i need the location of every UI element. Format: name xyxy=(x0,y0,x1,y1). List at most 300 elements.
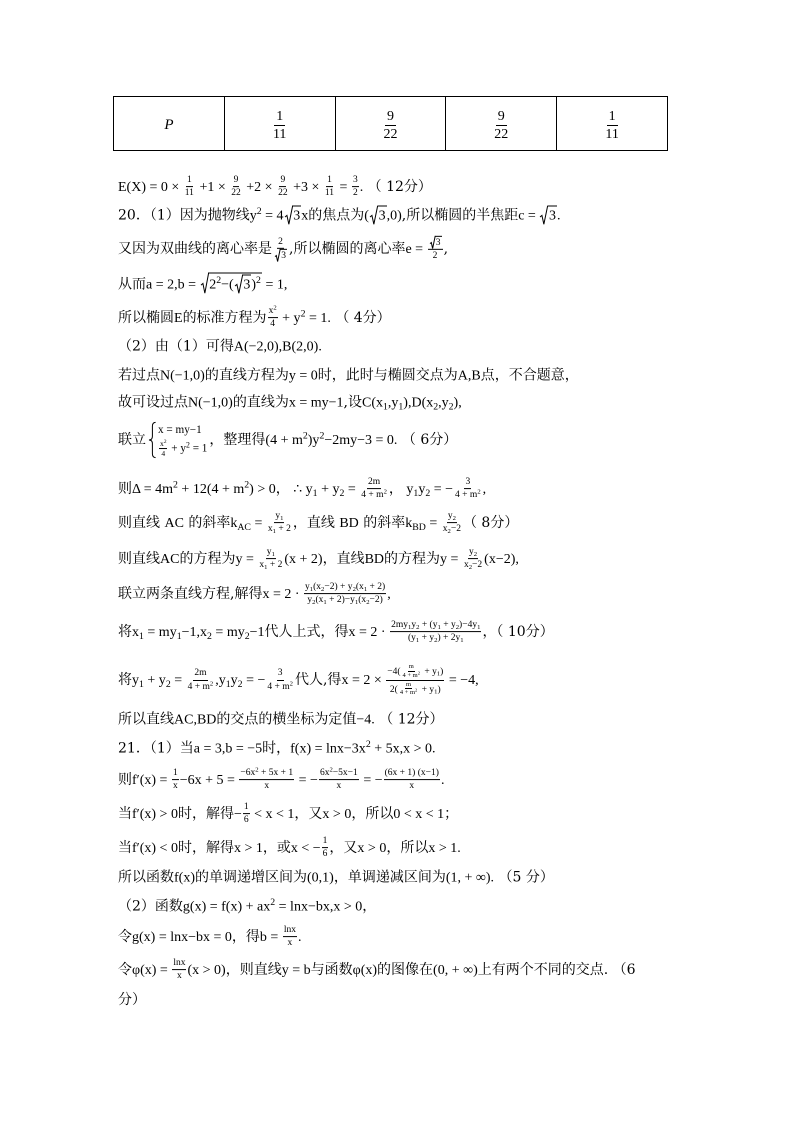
math-text: a = 3,b = −5 xyxy=(193,741,263,757)
subscript: 2 xyxy=(237,678,243,690)
superscript: 2 xyxy=(209,679,214,687)
text-run: 代人,得 xyxy=(294,672,342,688)
math-text: 4 + m xyxy=(399,689,415,697)
subscript: 2 xyxy=(321,586,325,594)
math-text: x > 0 xyxy=(357,841,387,856)
math-text: x > 0 xyxy=(322,807,352,822)
text-run: ， xyxy=(388,481,403,497)
numerator xyxy=(243,801,250,814)
math-text: x xyxy=(132,625,139,640)
math-text: y xyxy=(249,208,257,224)
math-text: + y xyxy=(419,633,435,644)
math-text: y = xyxy=(440,552,462,567)
math-text: lnx xyxy=(173,958,186,969)
subscript: 2 xyxy=(468,564,473,572)
solution-line xyxy=(118,546,519,572)
text-run: ，则直线 xyxy=(225,962,282,978)
subscript: 1 xyxy=(434,688,438,696)
numerator xyxy=(352,174,359,187)
fraction xyxy=(277,174,289,200)
fraction xyxy=(322,835,329,861)
solution-line xyxy=(118,801,458,827)
numerator: 1 xyxy=(276,108,284,124)
math-text: + y xyxy=(278,311,301,326)
superscript: 2 xyxy=(383,488,387,496)
text-run: 的单调递增区间为 xyxy=(195,869,307,886)
fraction xyxy=(360,476,388,502)
subscript: 1 xyxy=(323,599,327,607)
math-text: ), xyxy=(453,395,462,411)
text-run: 的斜率 xyxy=(358,515,406,531)
numerator xyxy=(304,581,386,594)
math-text: x xyxy=(442,524,448,535)
math-text: (4 + m xyxy=(265,432,303,448)
square-root xyxy=(235,275,252,294)
radicand xyxy=(242,275,251,294)
numerator: 1 xyxy=(608,108,616,124)
math-text: f(x) = lnx−3x xyxy=(290,741,366,757)
text-run: ，得 xyxy=(231,929,260,945)
math-text: 22 xyxy=(231,188,241,199)
text-run: ,所以椭圆的离心率 xyxy=(289,241,406,257)
denominator xyxy=(408,781,415,793)
math-text: (1, + ∞). xyxy=(445,870,495,886)
subscript: 2 xyxy=(433,401,439,413)
math-text: 6x xyxy=(319,768,330,779)
math-text: g(x) = f(x) + ax xyxy=(182,899,271,915)
text-run: （ 8分） xyxy=(462,515,519,531)
math-text: −4( xyxy=(387,666,401,677)
superscript: 2 xyxy=(216,275,222,287)
text-run: （ 6分） xyxy=(397,431,458,448)
math-text: 1 xyxy=(172,768,178,779)
superscript: 2 xyxy=(302,430,308,442)
fraction xyxy=(159,439,167,458)
subscript: 1 xyxy=(272,528,276,536)
subscript: 2 xyxy=(425,487,431,499)
superscript: 2 xyxy=(185,440,190,450)
math-text: 0 < x < 1 xyxy=(393,807,445,822)
math-text: y xyxy=(305,582,310,593)
row-label: P xyxy=(164,116,174,133)
numerator xyxy=(277,667,284,680)
math-text: = − xyxy=(242,673,266,688)
math-text: ),D(x xyxy=(403,395,434,411)
math-text: E(X) = 0 × xyxy=(118,180,183,195)
denominator xyxy=(287,938,294,950)
superscript: 2 xyxy=(244,479,250,491)
numerator xyxy=(390,619,481,632)
text-run: 令 xyxy=(118,929,132,945)
math-text: (x−2), xyxy=(484,552,519,567)
equation-system xyxy=(148,422,207,458)
math-text: x xyxy=(301,208,309,224)
fraction xyxy=(442,510,462,536)
text-run: ,设 xyxy=(343,394,362,411)
math-text: . xyxy=(359,180,364,195)
text-run: ，又 xyxy=(329,840,358,856)
subscript: 1 xyxy=(363,586,368,594)
math-text: 1 xyxy=(322,836,328,847)
text-run: 将 xyxy=(118,672,132,688)
text-run: 分） xyxy=(118,992,146,1008)
numerator xyxy=(274,510,284,523)
math-text: y = b xyxy=(281,963,311,978)
math-text: 4 + m xyxy=(455,490,478,501)
math-text: = lnx−bx,x > 0 xyxy=(275,899,363,915)
denominator: 22 xyxy=(383,126,398,142)
fraction xyxy=(267,510,292,536)
probability-cell xyxy=(224,97,335,151)
math-text: k xyxy=(230,516,238,531)
subscript: 2 xyxy=(448,401,454,413)
math-text: x = my−1 xyxy=(158,424,202,437)
subscript: 1 xyxy=(477,624,481,632)
subscript: 1 xyxy=(437,624,441,632)
math-text: 4 + m xyxy=(187,681,210,692)
text-run: 的斜率 xyxy=(183,515,231,531)
math-text: 3 xyxy=(281,251,286,262)
text-run: 的直线为 xyxy=(232,394,289,411)
denominator xyxy=(402,672,421,680)
probability-cell xyxy=(557,97,668,151)
solution-line xyxy=(118,510,518,536)
text-run: 上有两个不同的交点. （6 xyxy=(477,962,636,978)
superscript: 2 xyxy=(255,766,259,774)
fraction xyxy=(603,108,620,143)
text-run: 的直线方程为 xyxy=(204,367,289,384)
math-text: = 4 xyxy=(261,208,284,224)
text-run: 代人上式，得 xyxy=(264,624,349,640)
denominator: 22 xyxy=(494,126,509,142)
fraction xyxy=(454,476,482,502)
subscript: 1 xyxy=(460,637,464,645)
text-run: 将 xyxy=(118,624,132,640)
numerator xyxy=(319,767,359,780)
math-text: x = 2 · xyxy=(348,625,390,640)
math-text: ,y xyxy=(438,395,449,411)
subscript: 2 xyxy=(352,586,356,594)
math-text: 4 + m xyxy=(361,490,384,501)
math-text: + 2) xyxy=(367,582,386,593)
math-text: −4. xyxy=(356,712,375,728)
math-text: 4 xyxy=(270,319,275,330)
math-text: x > 1. xyxy=(428,841,461,856)
math-text: ,y xyxy=(215,673,226,688)
subscript: 2 xyxy=(452,515,456,523)
math-text: + y xyxy=(440,620,456,631)
math-text: ( xyxy=(364,208,369,224)
math-text: AC xyxy=(164,516,184,531)
denominator xyxy=(160,449,166,458)
math-text: 2 xyxy=(278,236,283,247)
numerator xyxy=(279,174,286,187)
text-run: 又因为双曲线的离心率是 xyxy=(118,241,272,257)
math-text: y xyxy=(418,482,426,497)
radical-sign-icon xyxy=(235,275,243,294)
math-text: −1 xyxy=(249,625,265,640)
text-run: 的图像在 xyxy=(377,962,434,978)
text-run: 点，不合题意， xyxy=(480,367,579,384)
math-text: , xyxy=(387,587,391,602)
math-text: x xyxy=(268,306,274,317)
text-run: 的标准方程为 xyxy=(182,310,267,326)
math-text: (x xyxy=(313,582,322,593)
row-label-cell xyxy=(114,97,225,151)
subscript: 2 xyxy=(447,528,451,536)
math-text: − xyxy=(233,807,242,822)
solution-line xyxy=(118,206,561,227)
superscript: 2 xyxy=(163,438,167,445)
math-text: )−4y xyxy=(459,620,478,631)
fraction xyxy=(172,767,179,793)
fraction xyxy=(283,924,297,950)
math-text: (x xyxy=(355,582,364,593)
subscript: 1 xyxy=(408,624,412,632)
math-text: , xyxy=(482,482,487,497)
fraction xyxy=(386,663,444,697)
numerator xyxy=(464,476,471,489)
subscript: 1 xyxy=(436,670,441,678)
denominator xyxy=(258,560,283,572)
text-run: 时，解得 xyxy=(177,840,234,856)
math-text: x xyxy=(264,781,270,792)
subscript: 1 xyxy=(139,630,144,642)
solution-line xyxy=(118,710,444,731)
numerator xyxy=(239,767,294,780)
math-text: = xyxy=(344,482,360,497)
text-run: 的方程为 xyxy=(179,551,236,567)
text-run: （2）函数 xyxy=(118,898,183,915)
radicand xyxy=(378,206,387,225)
text-run: ，（ 10分） xyxy=(482,624,554,640)
solution-line xyxy=(118,174,432,200)
denominator xyxy=(454,490,482,502)
text-run: （ 4分） xyxy=(330,310,391,326)
fraction xyxy=(402,663,421,680)
text-run: （ 12分） xyxy=(363,179,432,195)
math-text: = xyxy=(336,180,351,195)
math-text: (x xyxy=(315,595,324,606)
math-text: 4 xyxy=(161,448,166,458)
solution-line xyxy=(118,366,579,387)
radical-sign-icon xyxy=(201,273,209,294)
numerator xyxy=(384,767,440,780)
math-text: 22 xyxy=(278,188,288,199)
denominator xyxy=(263,781,270,793)
numerator xyxy=(283,924,297,937)
math-text: = −4, xyxy=(445,673,479,688)
solution-line xyxy=(118,663,479,697)
radicand xyxy=(435,236,442,249)
text-run: 与函数 xyxy=(310,962,353,978)
math-text: y xyxy=(266,547,272,558)
math-text: )y xyxy=(307,432,320,448)
superscript: 2 xyxy=(270,897,276,909)
math-text: . xyxy=(557,208,561,224)
denominator: 11 xyxy=(272,126,287,142)
math-text: + y xyxy=(168,442,186,455)
math-text: A,B xyxy=(457,368,481,384)
math-text: + 2 xyxy=(275,524,291,535)
subscript: BD xyxy=(412,521,426,533)
math-text: f′(x) > 0 xyxy=(132,807,178,822)
math-text: 3 xyxy=(378,208,386,224)
math-text: 4 + m xyxy=(402,671,418,679)
math-text: 1 xyxy=(186,175,192,186)
table-row xyxy=(114,97,668,151)
math-text: (6x + 1) (x−1) xyxy=(384,768,439,779)
numerator xyxy=(326,174,333,187)
fraction xyxy=(352,174,359,200)
radical-sign-icon xyxy=(285,206,293,225)
math-text: −2 xyxy=(472,560,483,571)
solution-line xyxy=(118,581,391,607)
radical-sign-icon xyxy=(430,236,435,249)
solution-line xyxy=(118,393,462,414)
math-text: + 5x + 1 xyxy=(258,768,294,779)
denominator xyxy=(184,188,195,200)
numerator xyxy=(408,663,415,672)
numerator xyxy=(172,767,179,780)
probability-cell xyxy=(335,97,446,151)
text-run: ，所以 xyxy=(386,840,429,856)
text-run: ，直线 xyxy=(322,551,365,567)
denominator xyxy=(277,188,289,200)
subscript: 1 xyxy=(354,599,359,607)
text-run: 当 xyxy=(118,840,132,856)
denominator xyxy=(269,319,276,331)
denominator xyxy=(230,188,242,200)
math-text: = 1 xyxy=(189,442,208,455)
math-text: 2my xyxy=(391,620,409,631)
square-root xyxy=(540,206,557,225)
math-text: 11 xyxy=(324,188,335,199)
subscript: 1 xyxy=(271,551,275,559)
math-text: + 2)−y xyxy=(326,595,355,606)
math-text: x xyxy=(177,971,182,982)
fraction xyxy=(239,767,294,793)
text-run: 的方程为 xyxy=(384,551,441,567)
text-run: 从而 xyxy=(118,276,146,293)
math-text: x = my−1 xyxy=(288,395,344,411)
math-text: = xyxy=(170,673,186,688)
math-text: + y xyxy=(419,684,435,695)
numerator xyxy=(428,236,443,250)
math-text: x < − xyxy=(290,841,321,856)
math-text: y xyxy=(132,673,139,688)
text-run: 则直线 xyxy=(118,515,165,531)
math-text: + y xyxy=(143,673,166,688)
fraction xyxy=(187,667,215,693)
denominator xyxy=(442,524,462,536)
subscript: 2 xyxy=(366,599,370,607)
superscript: 2 xyxy=(173,479,178,491)
math-text: 3 xyxy=(549,208,557,224)
math-text: 1 xyxy=(327,175,332,186)
math-text: < x < 1 xyxy=(250,807,295,822)
solution-line xyxy=(118,990,146,1010)
math-text: f′(x) = xyxy=(132,773,171,788)
subscript: 2 xyxy=(339,487,345,499)
math-text: + y xyxy=(317,482,340,497)
fraction xyxy=(243,801,250,827)
math-text: x > 1 xyxy=(233,841,263,856)
fraction xyxy=(266,667,294,693)
math-text: = − xyxy=(430,482,454,497)
math-text: y xyxy=(447,511,453,522)
math-text: −6x xyxy=(240,768,256,779)
numerator xyxy=(172,957,186,970)
math-text: −2) xyxy=(369,595,383,606)
text-run: （5 分） xyxy=(494,869,554,886)
math-text: y xyxy=(402,482,414,497)
text-run: ； xyxy=(444,806,459,822)
text-run: ， xyxy=(275,481,290,497)
radicand xyxy=(280,249,287,262)
math-text: (0, + ∞) xyxy=(433,963,478,978)
fraction xyxy=(324,174,335,200)
left-brace-icon xyxy=(148,422,156,458)
text-run: 则 xyxy=(118,481,132,497)
denominator xyxy=(463,560,483,572)
math-text: E xyxy=(174,311,183,326)
denominator xyxy=(324,188,335,200)
math-text: (x + 2) xyxy=(284,552,323,567)
math-text: f(x) xyxy=(174,870,195,886)
math-text: φ(x) = xyxy=(132,963,172,978)
subscript: 1 xyxy=(398,401,404,413)
text-run: ,所以椭圆的半焦距 xyxy=(401,207,519,224)
subscript: 1 xyxy=(415,637,420,645)
subscript: 1 xyxy=(280,515,284,523)
fraction xyxy=(319,767,359,793)
math-text: 9 xyxy=(280,175,286,186)
square-root xyxy=(201,273,262,294)
math-text: = 1, xyxy=(261,277,288,293)
text-run: （2）由（1）可得 xyxy=(118,338,234,355)
math-text: m xyxy=(408,663,414,670)
fraction xyxy=(273,236,288,262)
numerator xyxy=(159,439,167,449)
math-text: a = 2,b = xyxy=(146,277,200,293)
math-text: c = xyxy=(518,208,540,224)
math-text: x xyxy=(336,781,342,792)
math-text: 3 xyxy=(435,237,441,248)
math-text: ,0) xyxy=(386,208,402,224)
math-text: −2 xyxy=(450,524,461,535)
subscript: 1 xyxy=(225,678,231,690)
superscript: 2 xyxy=(289,679,293,687)
numerator xyxy=(447,510,457,523)
system-rows xyxy=(158,422,207,458)
math-text: = my xyxy=(143,625,177,640)
text-run: 令 xyxy=(118,962,132,978)
denominator xyxy=(306,595,383,607)
math-text: y xyxy=(411,620,417,631)
solution-line xyxy=(118,305,391,331)
solution-line xyxy=(118,897,376,918)
text-run: 21．（1）当 xyxy=(118,740,194,757)
denominator xyxy=(336,781,343,793)
math-text: x xyxy=(160,438,164,448)
numerator xyxy=(367,476,381,489)
math-text: k xyxy=(405,516,413,531)
fraction xyxy=(172,957,186,983)
numerator xyxy=(233,174,240,187)
fraction xyxy=(268,305,278,331)
radical-sign-icon xyxy=(540,206,548,225)
